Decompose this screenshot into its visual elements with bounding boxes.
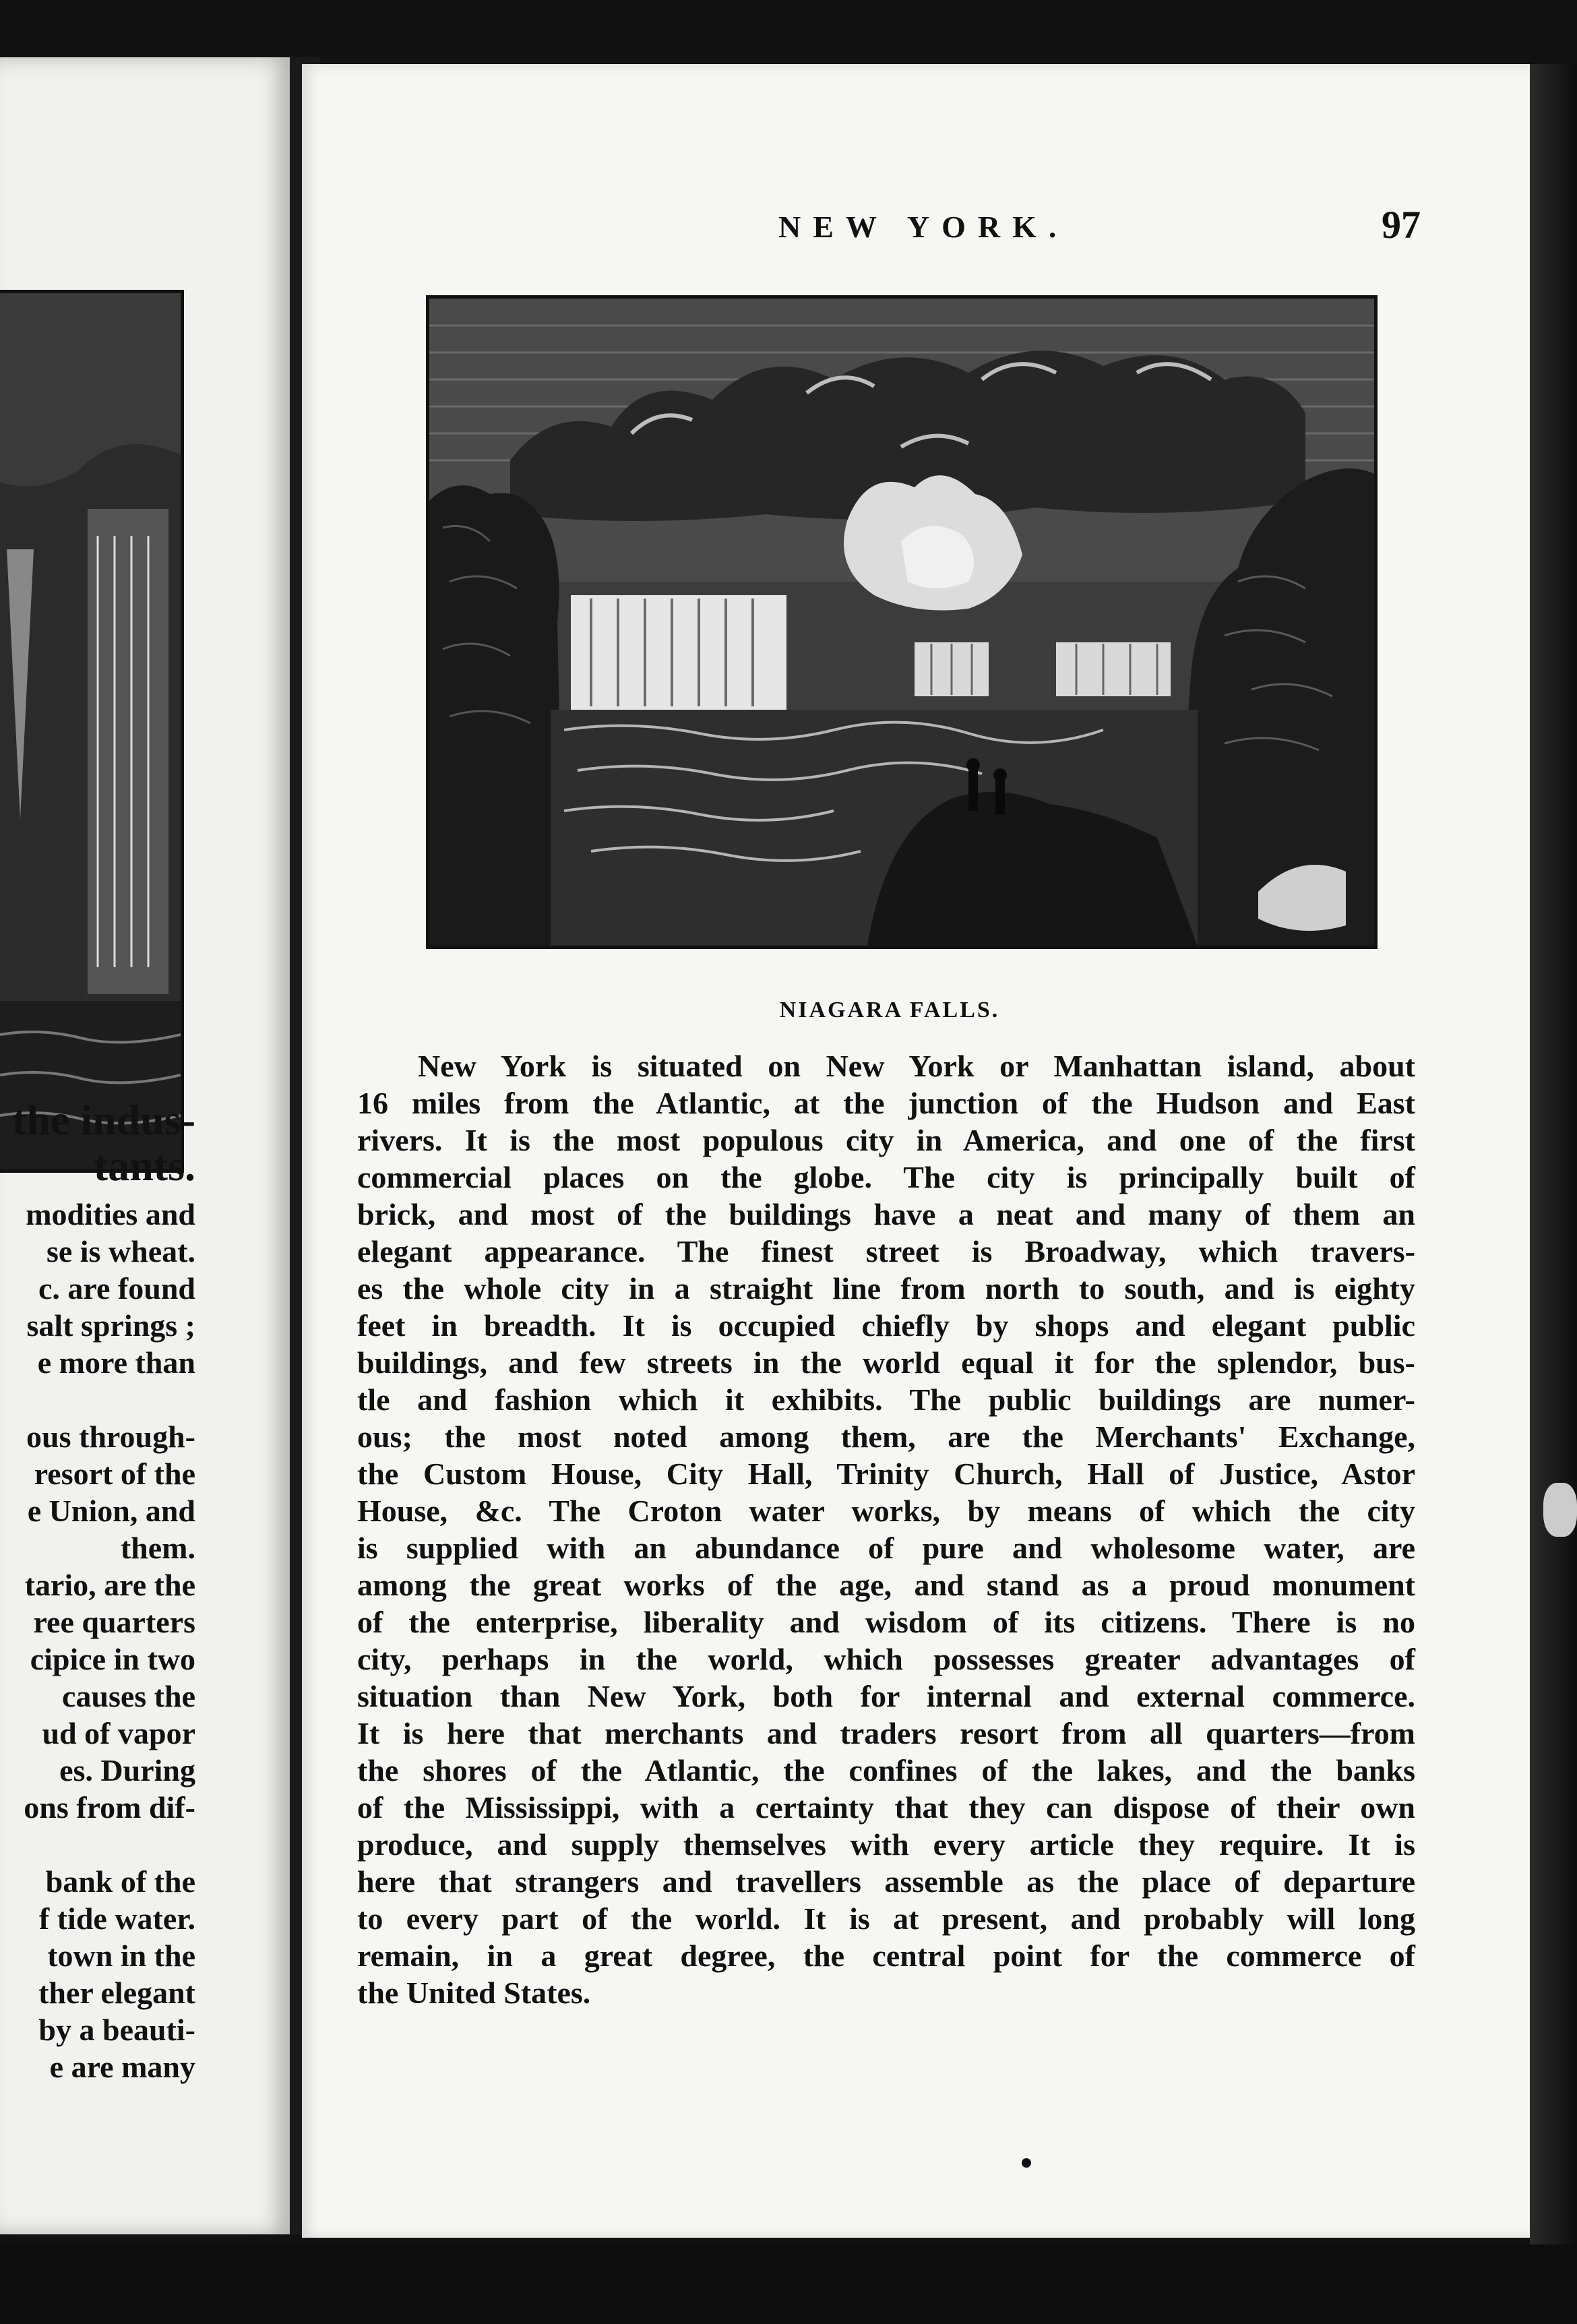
niagara-falls-engraving-icon xyxy=(426,295,1378,949)
left-line: ree quarters xyxy=(33,1605,195,1639)
text-line: produce, and supply themselves with every article they require. It is xyxy=(357,1827,1415,1862)
text-line: to every part of the world. It is at present, and probably will long xyxy=(357,1901,1415,1936)
left-line: ud of vapor xyxy=(42,1716,195,1750)
text-line: the United States. xyxy=(357,1976,591,2010)
text-line: buildings, and few streets in the world equal it for the splendor, bus- xyxy=(357,1345,1415,1380)
figure-caption: NIAGARA FALLS. xyxy=(779,998,1000,1022)
left-line: c. are found xyxy=(38,1271,195,1306)
paper-speck xyxy=(1543,1483,1577,1537)
left-line: e Union, and xyxy=(27,1494,195,1528)
left-line: resort of the xyxy=(34,1457,195,1491)
left-line: f tide water. xyxy=(38,1901,195,1936)
text-line: the shores of the Atlantic, the confines of the lakes, and the banks xyxy=(357,1753,1415,1787)
text-line: is supplied with an abundance of pure and wholesome water, are xyxy=(357,1531,1415,1565)
left-line: ons from dif- xyxy=(24,1790,195,1825)
text-line: city, perhaps in the world, which possesses greater advantages of xyxy=(357,1642,1415,1676)
left-line: cipice in two xyxy=(30,1642,195,1676)
text-line: ous; the most noted among them, are the Merchants' Exchange, xyxy=(357,1419,1415,1454)
running-head: NEW YORK. xyxy=(778,210,1069,244)
left-line: the indus- xyxy=(11,1096,195,1144)
left-line: town in the xyxy=(47,1938,195,1973)
text-line: situation than New York, both for internal and external commerce. xyxy=(357,1679,1415,1713)
left-line: ous through- xyxy=(26,1419,195,1454)
text-line: elegant appearance. The finest street is Broadway, which travers- xyxy=(357,1234,1415,1268)
text-line: es the whole city in a straight line from north to south, and is eighty xyxy=(357,1271,1415,1306)
text-line: of the enterprise, liberality and wisdom of its citizens. There is no xyxy=(357,1605,1415,1639)
left-page-engraving xyxy=(0,290,184,1173)
left-line: tario, are the xyxy=(24,1568,195,1602)
page-number: 97 xyxy=(1382,203,1421,247)
left-line: salt springs ; xyxy=(26,1308,195,1343)
left-line: tants. xyxy=(93,1142,195,1190)
left-line: causes the xyxy=(61,1679,195,1713)
left-facing-page xyxy=(0,57,290,2234)
text-line: feet in breadth. It is occupied chiefly by shops and elegant public xyxy=(357,1308,1415,1343)
left-line: es. During xyxy=(59,1753,195,1787)
text-line: New York is situated on New York or Manhattan island, about xyxy=(418,1049,1415,1083)
left-line: e are many xyxy=(49,2050,195,2084)
text-line: among the great works of the age, and stand as a proud monument xyxy=(357,1568,1415,1602)
text-line: 16 miles from the Atlantic, at the junction of the Hudson and East xyxy=(357,1086,1415,1120)
left-line: by a beauti- xyxy=(38,2013,195,2047)
text-line: here that strangers and travellers assemble as the place of departure xyxy=(357,1864,1415,1899)
text-line: the Custom House, City Hall, Trinity Church, Hall of Justice, Astor xyxy=(357,1457,1415,1491)
left-line: e more than xyxy=(37,1345,195,1380)
text-line: commercial places on the globe. The city is principally built of xyxy=(357,1160,1415,1194)
page-right-edge xyxy=(1530,64,1577,2248)
text-line: tle and fashion which it exhibits. The public buildings are numer- xyxy=(357,1382,1415,1417)
left-line: bank of the xyxy=(45,1864,195,1899)
text-line: House, &c. The Croton water works, by means of which the city xyxy=(357,1494,1415,1528)
page-ornament-dot xyxy=(1022,2158,1031,2168)
left-line: se is wheat. xyxy=(46,1234,195,1268)
left-line: modities and xyxy=(26,1197,195,1231)
text-line: It is here that merchants and traders resort from all quarters—from xyxy=(357,1716,1415,1750)
text-line: remain, in a great degree, the central point for the commerce of xyxy=(357,1938,1415,1973)
scan-border xyxy=(0,2244,1577,2324)
text-line: rivers. It is the most populous city in America, and one of the first xyxy=(357,1123,1415,1157)
left-line: them. xyxy=(120,1531,195,1565)
text-line: brick, and most of the buildings have a neat and many of them an xyxy=(357,1197,1415,1231)
text-line: of the Mississippi, with a certainty that they can dispose of their own xyxy=(357,1790,1415,1825)
left-line: ther elegant xyxy=(38,1976,195,2010)
